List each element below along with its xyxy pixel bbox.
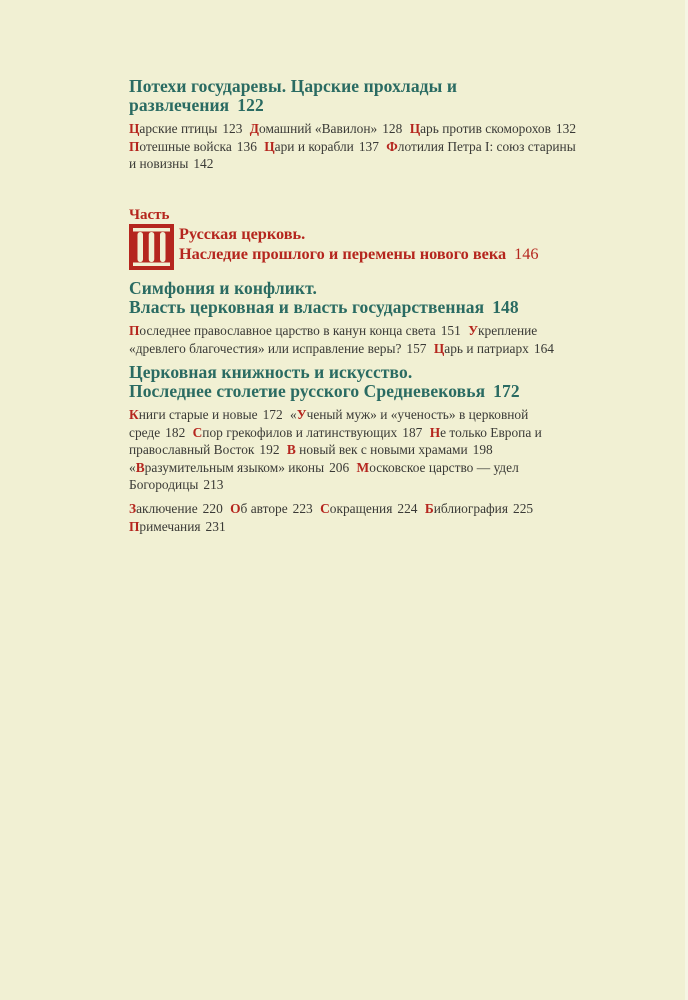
toc-entry-about-author[interactable]: Об авторе 223 (230, 501, 313, 516)
toc-entry-conclusion[interactable]: Заключение 220 (129, 501, 223, 516)
toc-entry[interactable]: Спор грекофилов и латинствующих 187 (192, 424, 423, 440)
toc-entry[interactable]: В новый век с новыми храмами 198 (286, 442, 493, 458)
chapter-title-line-1: Симфония и конфликт. (129, 278, 317, 298)
toc-entry[interactable]: «Ученый муж» и «ученость» в церковной среде 182 (129, 407, 529, 440)
part-page-number: 146 (514, 244, 539, 263)
part-title-line-2: Наследие прошлого и перемены нового века (179, 244, 507, 263)
roman-numeral-three-icon (129, 224, 174, 270)
toc-entry-notes[interactable]: Примечания 231 (129, 518, 226, 534)
toc-entry[interactable]: Царь и патриарх 164 (433, 340, 554, 356)
toc-entry[interactable]: Не только Европа и православный Восток 192 (129, 424, 542, 458)
toc-section-symphony-conflict (129, 279, 589, 357)
part-title-line-1: Русская церковь. (179, 224, 306, 243)
chapter-title-text: Потехи государевы. Царские прохлады и развлечения (129, 76, 458, 115)
toc-entry[interactable]: Книги старые и новые 172 (129, 407, 283, 422)
chapter-page-number: 122 (237, 95, 264, 115)
toc-entry[interactable]: Цари и корабли 137 (264, 138, 379, 154)
toc-entry[interactable]: Последнее православное царство в канун конца света 151 (129, 323, 461, 338)
chapter-page-number: 172 (493, 381, 520, 401)
toc-entry[interactable]: Укрепление «древлего благочестия» или исправление веры? 157 (129, 323, 538, 356)
toc-backmatter (129, 500, 579, 535)
toc-entry-abbreviations[interactable]: Сокращения 224 (320, 501, 418, 516)
subsection-list (129, 406, 587, 494)
toc-entry[interactable]: «Вразумительным языком» иконы 206 (129, 459, 350, 475)
part-three-heading (129, 207, 589, 270)
toc-entry[interactable]: Московское царство — удел Богородицы 213 (129, 459, 519, 493)
chapter-title[interactable] (129, 77, 589, 115)
toc-entry[interactable]: Домашний «Вавилон» 128 (249, 121, 403, 136)
toc-entry[interactable]: Царь против скоморохов 132 (409, 121, 577, 136)
chapter-title[interactable] (129, 363, 589, 401)
toc-entry-bibliography[interactable]: Библиография 225 (424, 501, 534, 516)
toc-entry[interactable]: Потешные войска 136 (129, 138, 257, 154)
chapter-title-line-1: Церковная книжность и искусство. (129, 362, 413, 382)
toc-entry[interactable]: Флотилия Петра I: союз старины и новизны 142 (129, 138, 576, 172)
chapter-title[interactable] (129, 279, 589, 317)
toc-section-royal-amusements (129, 77, 589, 173)
chapter-title-line-2: Последнее столетие русского Средневековья (129, 381, 486, 401)
toc-section-church-books-art (129, 363, 589, 494)
chapter-page-number: 148 (492, 297, 519, 317)
subsection-list (129, 120, 584, 173)
toc-entry[interactable]: Царские птицы 123 (129, 121, 243, 136)
part-label: Часть (129, 207, 170, 223)
part-title[interactable] (179, 224, 539, 264)
subsection-list (129, 322, 584, 357)
chapter-title-line-2: Власть церковная и власть государственная (129, 297, 485, 317)
